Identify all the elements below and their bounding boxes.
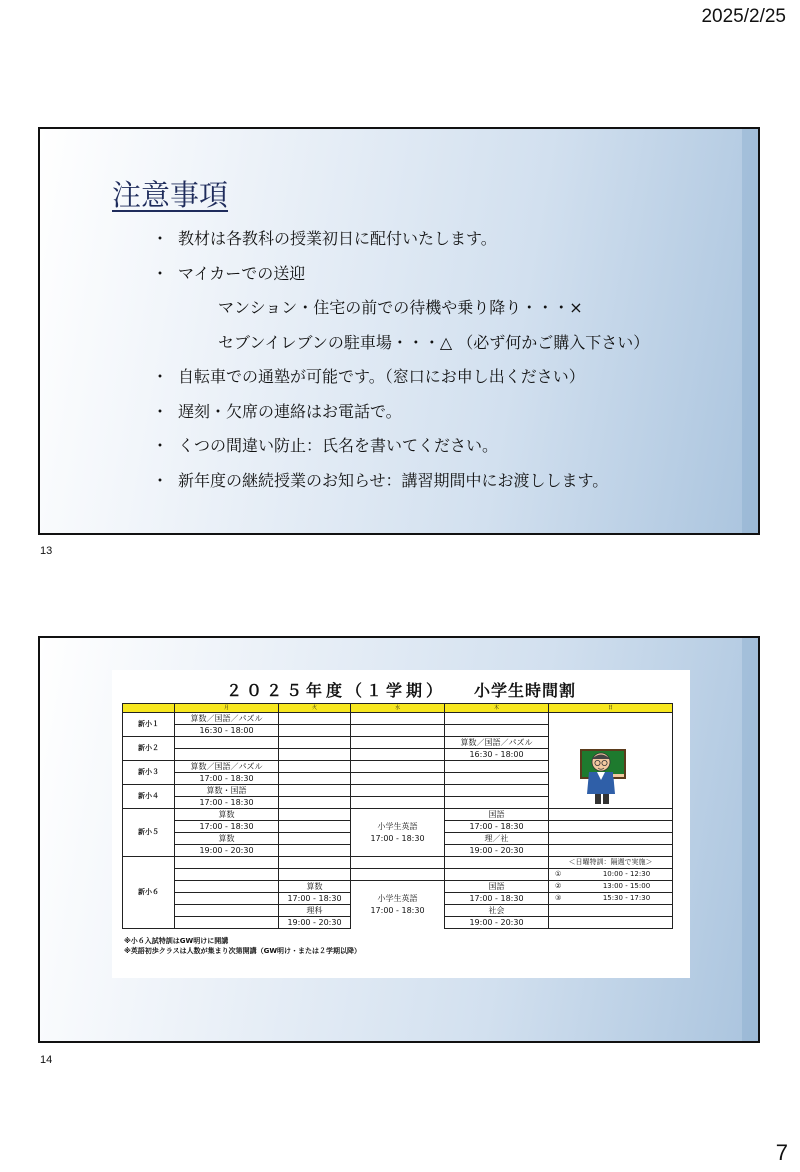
table-row [123,833,673,845]
timetable-title: ２０２５年度（１学期） 小学生時間割 [225,681,577,700]
cell: 17:00 - 18:30 [175,773,279,785]
cell: 算数 [175,809,279,821]
col-header-wed: 水 [351,704,445,713]
cell: 算数／国語／パズル [175,761,279,773]
cell: 算数／国語／パズル [175,713,279,725]
sunday-slot: ② 13:00 - 15:00 [555,882,651,890]
note-line: ※英語初歩クラスは人数が集まり次第開講（GW明け・または２学期以降） [124,947,362,955]
class-label: 新小５ [123,809,175,857]
table-header-row [123,704,673,713]
slide-14 [38,636,760,1043]
list-item-text: 新年度の継続授業のお知らせ：講習期間中にお渡しします。 [178,470,609,490]
class-label: 新小４ [123,785,175,809]
class-label: 新小１ [123,713,175,737]
page-number: 7 [775,1140,788,1165]
notes-list [152,222,732,498]
cell: 17:00 - 18:30 [445,821,549,833]
timetable-notes [124,936,361,956]
table-row [123,821,673,833]
col-header-thu: 木 [445,704,549,713]
bullet: ・ [152,367,169,386]
sunday-slot: ③ 15:30 - 17:30 [555,894,651,902]
list-subitem [152,326,732,361]
cell: 算数 [175,833,279,845]
cell: 小学生英語 [351,821,445,833]
list-item-text: 教材は各教科の授業初日に配付いたします。 [178,229,497,248]
teacher-at-blackboard-icon [578,744,628,806]
sunday-header: ＜日曜特訓：隔週で実施＞ [549,857,673,869]
list-item-text: セブンイレブンの駐車場・・・△ （必ず何かご購入下さい） [218,332,650,352]
cell: 算数／国語／パズル [445,737,549,749]
cell: 19:00 - 20:30 [175,845,279,857]
bullet: ・ [152,263,169,283]
slide-13 [38,127,760,535]
list-item-text: くつの間違い防止：氏名を書いてください。 [178,436,499,455]
timetable [122,703,673,929]
cell: 理科 [279,905,351,917]
cell: 17:00 - 18:30 [175,821,279,833]
class-label: 新小２ [123,737,175,761]
bullet: ・ [152,436,169,455]
bullet: ・ [152,470,169,490]
table-row [123,881,673,893]
table-row [123,893,673,905]
cell: 16:30 - 18:00 [445,749,549,761]
list-item [152,222,732,257]
timetable-image [112,670,690,978]
class-label: 新小３ [123,761,175,785]
cell: 理／社 [445,833,549,845]
class-label: 新小６ [123,857,175,929]
cell: 19:00 - 20:30 [279,917,351,929]
table-row [123,917,673,929]
col-header-mon: 月 [175,704,279,713]
cell: 17:00 - 18:30 [445,893,549,905]
cell: 国語 [445,809,549,821]
cell: 16:30 - 18:00 [175,725,279,737]
table-row [123,905,673,917]
cell: 19:00 - 20:30 [445,845,549,857]
cell: 17:00 - 18:30 [175,797,279,809]
list-item-text: マイカーでの送迎 [178,263,306,283]
cell: 国語 [445,881,549,893]
table-row [123,809,673,821]
cell: 17:00 - 18:30 [279,893,351,905]
sunday-slot: ① 10:00 - 12:30 [555,870,651,878]
cell: 算数 [279,881,351,893]
col-header-sun: 日 [549,704,673,713]
slide-number: 14 [40,1054,53,1066]
cell: 社会 [445,905,549,917]
list-item-text: 遅刻・欠席の連絡はお電話で。 [178,401,402,421]
table-row [123,869,673,881]
table-row [123,713,673,725]
cell: 小学生英語 [351,893,445,905]
col-header-tue: 火 [279,704,351,713]
list-item [152,360,732,395]
list-item [152,464,732,499]
slide-title: 注意事項 [112,178,229,212]
list-item-text: マンション・住宅の前での待機や乗り降り・・・× [218,298,583,317]
list-item [152,429,732,464]
list-subitem [152,291,732,326]
cell: 17:00 - 18:30 [351,905,445,917]
list-item [152,257,732,292]
table-row [123,845,673,857]
cell: 算数・国語 [175,785,279,797]
note-line: ※小６入試特訓はGW明けに開講 [124,937,229,945]
cell: 19:00 - 20:30 [445,917,549,929]
list-item [152,395,732,430]
print-date: 2025/2/25 [701,6,786,27]
table-row [123,857,673,869]
bullet: ・ [152,229,169,248]
cell: 17:00 - 18:30 [351,833,445,845]
list-item-text: 自転車での通塾が可能です。（窓口にお申し出ください） [178,367,585,386]
slide-number: 13 [40,545,53,557]
bullet: ・ [152,401,169,421]
